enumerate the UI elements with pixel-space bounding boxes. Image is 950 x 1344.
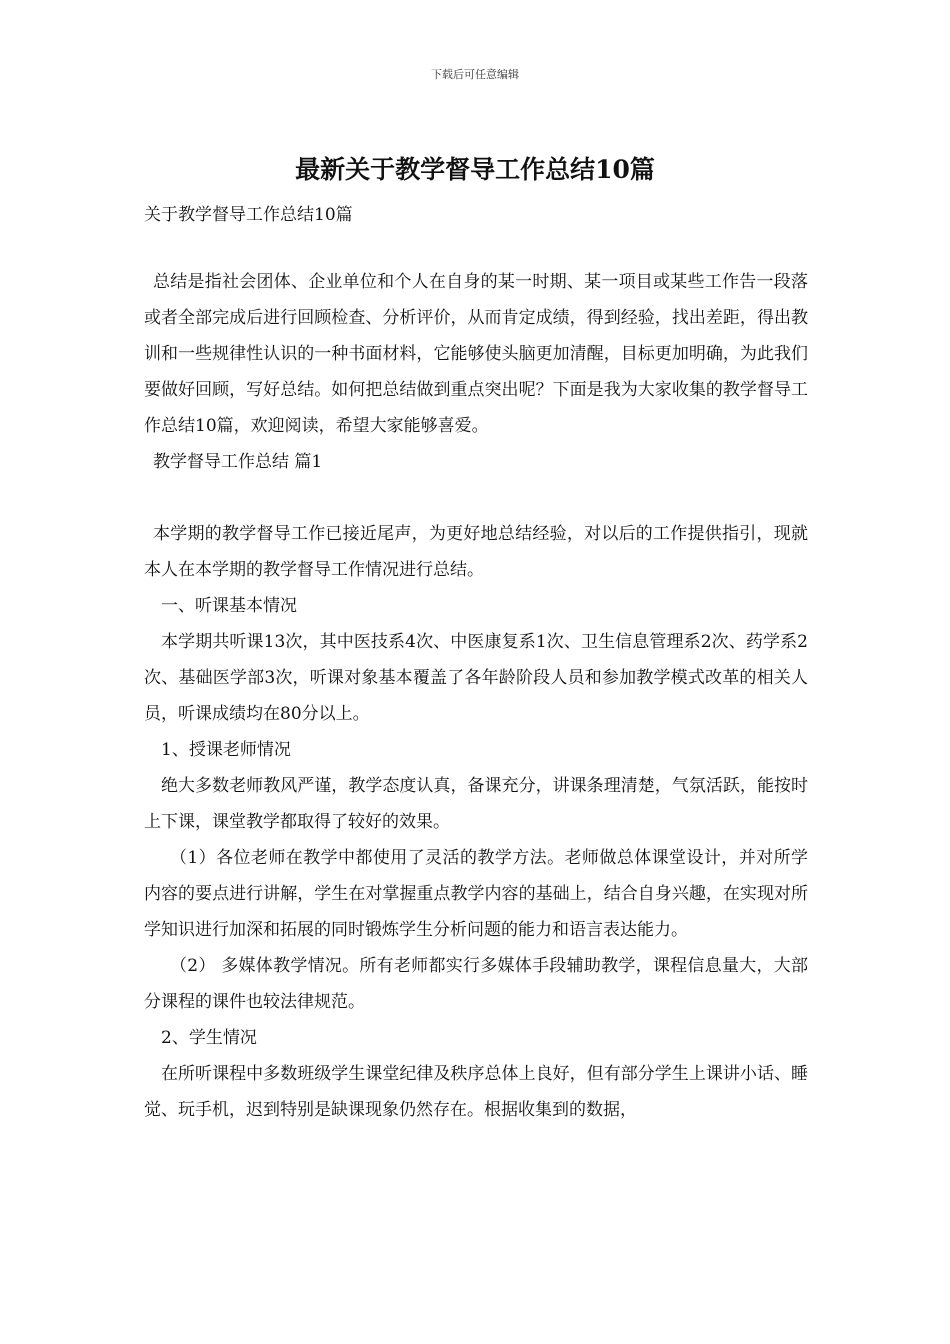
paragraph: 在所听课程中多数班级学生课堂纪律及秩序总体上良好，但有部分学生上课讲小话、睡觉、玩手机，迟到特别是缺课现象仍然存在。根据收集到的数据， bbox=[144, 1064, 808, 1120]
paragraph: 本学期共听课13次，其中医技系4次、中医康复系1次、卫生信息管理系2次、药学系2次、基础医学部3次，听课对象基本覆盖了各年龄阶段人员和参加教学模式改革的相关人员，听课成绩均在80分以上。 bbox=[144, 632, 808, 724]
paragraph: 本学期的教学督导工作已接近尾声，为更好地总结经验，对以后的工作提供指引，现就本人在本学期的教学督导工作情况进行总结。 bbox=[144, 524, 808, 580]
paragraph: 绝大多数老师教风严谨，教学态度认真，备课充分，讲课条理清楚，气氛活跃，能按时上下课，课堂教学都取得了较好的效果。 bbox=[144, 776, 808, 832]
header-note: 下载后可任意编辑 bbox=[431, 68, 519, 81]
document-body bbox=[144, 264, 808, 1128]
document-subtitle: 关于教学督导工作总结10篇 bbox=[144, 205, 353, 225]
subsection-heading: 一、听课基本情况 bbox=[161, 596, 297, 616]
subsection-heading: 1、授课老师情况 bbox=[161, 740, 291, 760]
section-heading: 教学督导工作总结 篇1 bbox=[153, 452, 323, 472]
document-title: 最新关于教学督导工作总结10篇 bbox=[295, 155, 655, 184]
paragraph-intro: 总结是指社会团体、企业单位和个人在自身的某一时期、某一项目或某些工作告一段落或者全部完成后进行回顾检查、分析评价，从而肯定成绩，得到经验，找出差距，得出教训和一些规律性认识的一种书面材料，它能够使头脑更加清醒，目标更加明确，为此我们要做好回顾，写好总结。如何把总结做到重点突出呢？下面是我为大家收集的教学督导工作总结10篇，欢迎阅读，希望大家能够喜爱。 bbox=[144, 272, 808, 436]
paragraph: （1）各位老师在教学中都使用了灵活的教学方法。老师做总体课堂设计，并对所学内容的要点进行讲解，学生在对掌握重点教学内容的基础上，结合自身兴趣，在实现对所学知识进行加深和拓展的同时锻炼学生分析问题的能力和语言表达能力。 bbox=[144, 848, 808, 940]
subsection-heading: 2、学生情况 bbox=[161, 1028, 257, 1048]
paragraph: （2） 多媒体教学情况。所有老师都实行多媒体手段辅助教学，课程信息量大，大部分课程的课件也较法律规范。 bbox=[144, 956, 808, 1012]
